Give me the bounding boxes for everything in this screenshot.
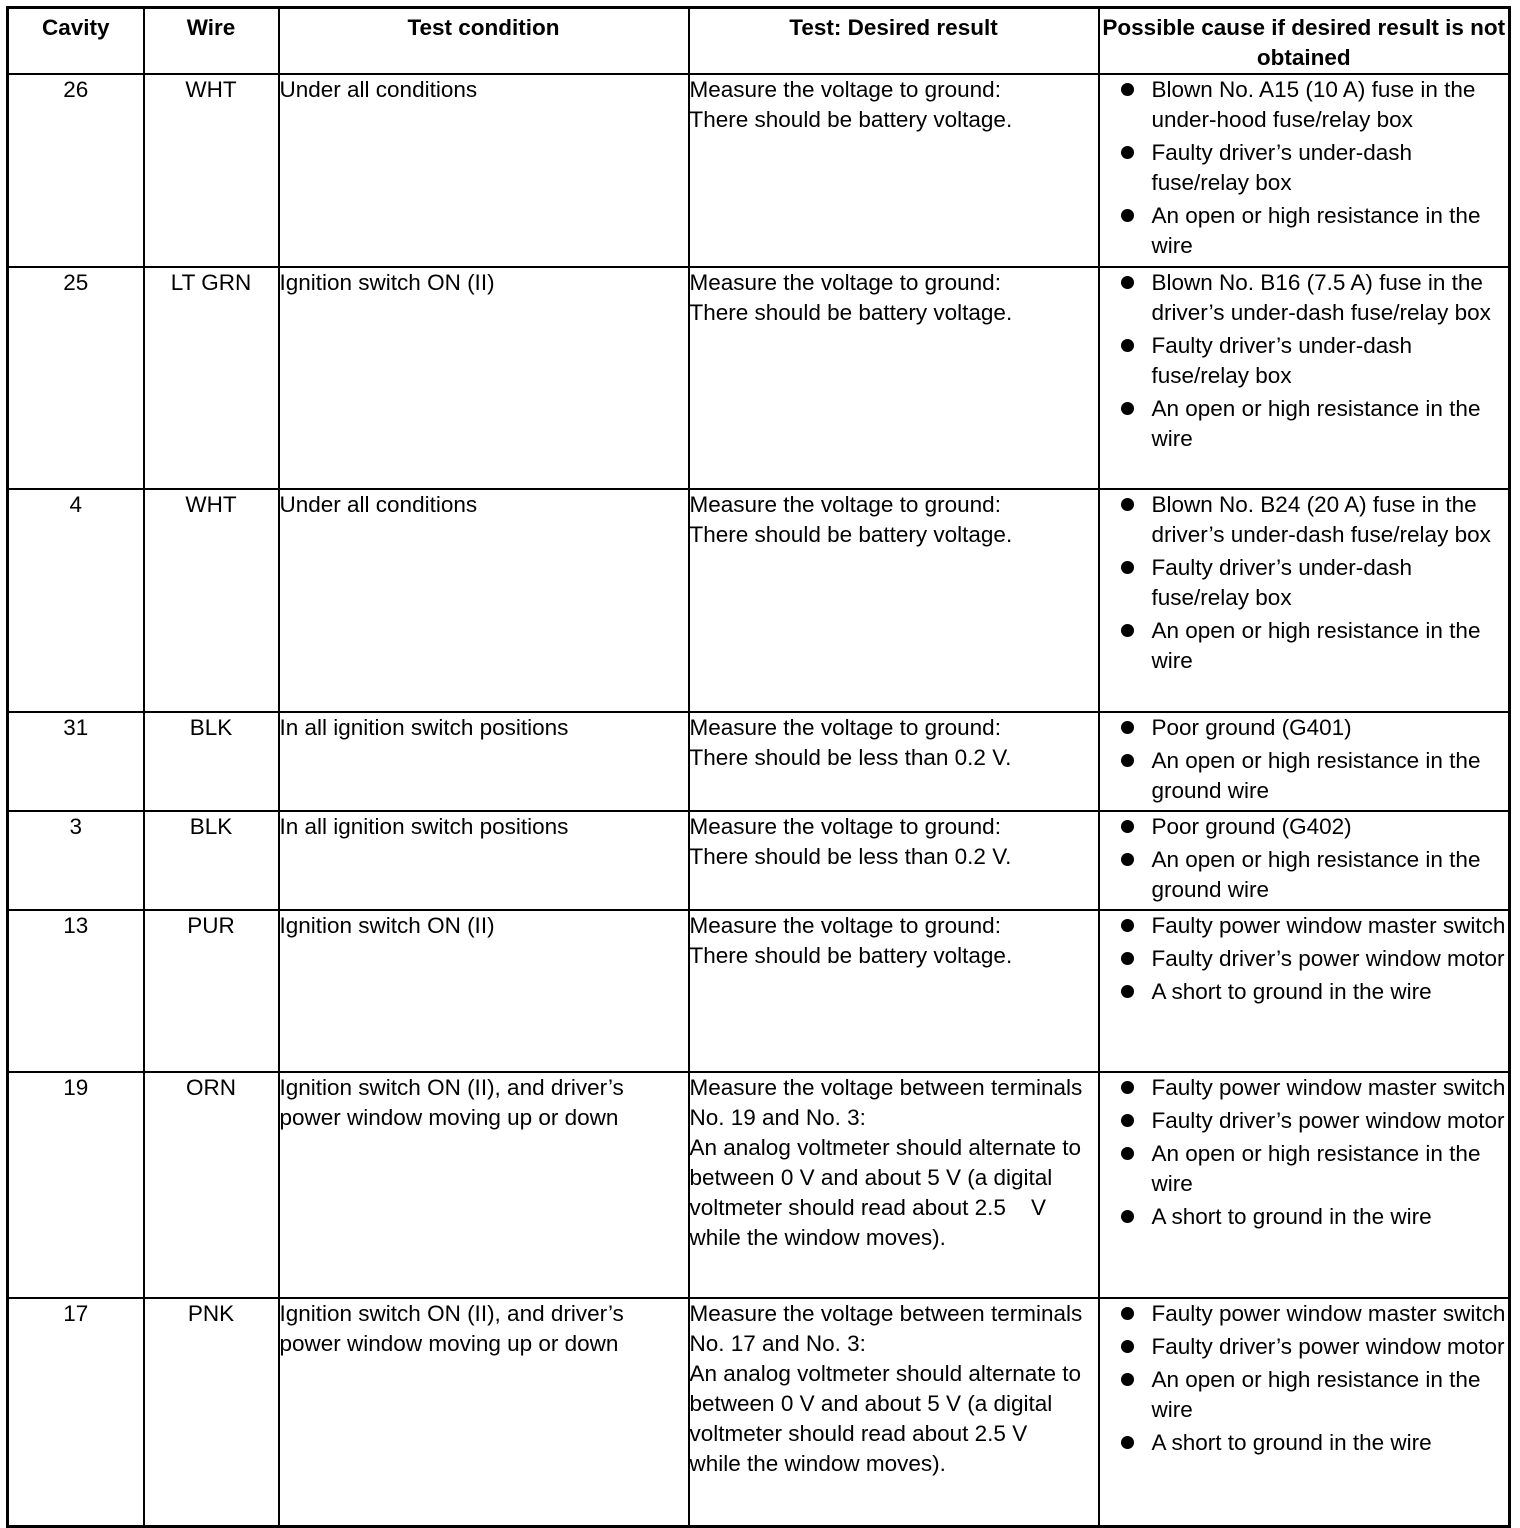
- cause-item: [1100, 1202, 1509, 1232]
- cause-item: [1100, 977, 1509, 1007]
- desired-result-cell: [689, 74, 1099, 267]
- document-page: [6, 6, 1511, 1528]
- cause-item: [1100, 1299, 1509, 1329]
- bullet-icon: [1121, 1373, 1134, 1386]
- bullet-icon: [1121, 209, 1134, 222]
- header-cavity: Cavity: [8, 8, 144, 75]
- table-row: [8, 811, 1510, 910]
- possible-cause-cell: [1099, 811, 1510, 910]
- cause-item: [1100, 268, 1509, 328]
- wire-cell: BLK: [144, 811, 279, 910]
- desired-result-line: There should be battery voltage.: [689, 300, 1013, 325]
- cavity-cell: 4: [8, 489, 144, 712]
- cause-item: [1100, 490, 1509, 550]
- desired-result-line: Measure the voltage between terminals No. 19 and No. 3:: [689, 1075, 1089, 1130]
- header-possible-cause: Possible cause if desired result is not obtained: [1099, 8, 1510, 75]
- cavity-cell: 13: [8, 910, 144, 1072]
- possible-cause-cell: [1099, 910, 1510, 1072]
- wire-cell: LT GRN: [144, 267, 279, 489]
- cavity-cell: 17: [8, 1298, 144, 1526]
- cause-text: An open or high resistance in the wire: [1151, 618, 1481, 673]
- wire-cell: PNK: [144, 1298, 279, 1526]
- bullet-icon: [1121, 1307, 1134, 1320]
- cause-text: Faulty power window master switch: [1151, 1301, 1506, 1326]
- bullet-icon: [1121, 985, 1134, 998]
- bullet-icon: [1121, 146, 1134, 159]
- desired-result-cell: [689, 1072, 1099, 1298]
- desired-result-line: Measure the voltage to ground:: [689, 77, 1001, 102]
- test-condition-cell: Ignition switch ON (II): [279, 910, 689, 1072]
- bullet-icon: [1121, 853, 1134, 866]
- bullet-icon: [1121, 624, 1134, 637]
- cause-text: Faulty driver’s power window motor: [1151, 1334, 1505, 1359]
- wire-cell: ORN: [144, 1072, 279, 1298]
- desired-result-line: There should be less than 0.2 V.: [689, 844, 1012, 869]
- cause-text: An open or high resistance in the wire: [1151, 1141, 1481, 1196]
- desired-result-cell: [689, 811, 1099, 910]
- cause-item: [1100, 1332, 1509, 1362]
- bullet-icon: [1121, 721, 1134, 734]
- cause-text: Faulty driver’s under-dash fuse/relay box: [1151, 140, 1413, 195]
- cause-text: Blown No. A15 (10 A) fuse in the under-hood fuse/relay box: [1151, 77, 1476, 132]
- table-row: [8, 1072, 1510, 1298]
- cause-text: Poor ground (G402): [1151, 814, 1352, 839]
- cause-item: [1100, 553, 1509, 613]
- wire-cell: PUR: [144, 910, 279, 1072]
- test-condition-cell: Ignition switch ON (II), and driver’s power window moving up or down: [279, 1298, 689, 1526]
- bullet-icon: [1121, 1210, 1134, 1223]
- cause-item: [1100, 713, 1509, 743]
- bullet-icon: [1121, 1147, 1134, 1160]
- desired-result-line: Measure the voltage between terminals No. 17 and No. 3:: [689, 1301, 1089, 1356]
- cause-list: [1100, 75, 1509, 261]
- cavity-cell: 3: [8, 811, 144, 910]
- table-row: [8, 267, 1510, 489]
- cause-text: Faulty power window master switch: [1151, 913, 1506, 938]
- desired-result-line: An analog voltmeter should alternate to between 0 V and about 5 V (a digital voltmeter should read about 2.5 V while the window moves).: [689, 1135, 1088, 1250]
- bullet-icon: [1121, 952, 1134, 965]
- desired-result-line: There should be battery voltage.: [689, 522, 1013, 547]
- cause-item: [1100, 812, 1509, 842]
- cause-list: [1100, 490, 1509, 676]
- bullet-icon: [1121, 561, 1134, 574]
- desired-result-cell: [689, 712, 1099, 811]
- terminal-test-table: [6, 6, 1511, 1528]
- cause-text: Blown No. B16 (7.5 A) fuse in the driver’s under-dash fuse/relay box: [1151, 270, 1491, 325]
- cavity-cell: 26: [8, 74, 144, 267]
- cause-text: Faulty power window master switch: [1151, 1075, 1506, 1100]
- cause-text: An open or high resistance in the wire: [1151, 396, 1481, 451]
- bullet-icon: [1121, 1340, 1134, 1353]
- bullet-icon: [1121, 402, 1134, 415]
- bullet-icon: [1121, 83, 1134, 96]
- header-desired-result: Test: Desired result: [689, 8, 1099, 75]
- header-row: [8, 8, 1510, 75]
- test-condition-cell: Ignition switch ON (II): [279, 267, 689, 489]
- cause-item: [1100, 944, 1509, 974]
- desired-result-line: There should be battery voltage.: [689, 107, 1013, 132]
- bullet-icon: [1121, 1081, 1134, 1094]
- cause-list: [1100, 1073, 1509, 1232]
- cause-item: [1100, 1106, 1509, 1136]
- possible-cause-cell: [1099, 712, 1510, 811]
- desired-result-cell: [689, 1298, 1099, 1526]
- table-row: [8, 910, 1510, 1072]
- cause-list: [1100, 1299, 1509, 1458]
- desired-result-line: An analog voltmeter should alternate to between 0 V and about 5 V (a digital voltmeter should read about 2.5 V while the window moves).: [689, 1361, 1088, 1476]
- header-test-condition: Test condition: [279, 8, 689, 75]
- cavity-cell: 31: [8, 712, 144, 811]
- cavity-cell: 19: [8, 1072, 144, 1298]
- bullet-icon: [1121, 1436, 1134, 1449]
- cause-text: An open or high resistance in the ground wire: [1151, 748, 1481, 803]
- cause-item: [1100, 394, 1509, 454]
- wire-cell: WHT: [144, 489, 279, 712]
- possible-cause-cell: [1099, 267, 1510, 489]
- cause-text: An open or high resistance in the wire: [1151, 1367, 1481, 1422]
- table-row: [8, 712, 1510, 811]
- cavity-cell: 25: [8, 267, 144, 489]
- cause-text: Faulty driver’s power window motor: [1151, 1108, 1505, 1133]
- desired-result-cell: [689, 267, 1099, 489]
- desired-result-line: Measure the voltage to ground:: [689, 492, 1001, 517]
- cause-text: An open or high resistance in the wire: [1151, 203, 1481, 258]
- cause-list: [1100, 911, 1509, 1007]
- cause-list: [1100, 268, 1509, 454]
- possible-cause-cell: [1099, 489, 1510, 712]
- bullet-icon: [1121, 498, 1134, 511]
- desired-result-line: Measure the voltage to ground:: [689, 814, 1001, 839]
- cause-text: Faulty driver’s under-dash fuse/relay box: [1151, 555, 1413, 610]
- test-condition-cell: Under all conditions: [279, 489, 689, 712]
- possible-cause-cell: [1099, 1298, 1510, 1526]
- cause-item: [1100, 331, 1509, 391]
- cause-text: A short to ground in the wire: [1151, 1204, 1432, 1229]
- wire-cell: WHT: [144, 74, 279, 267]
- test-condition-cell: In all ignition switch positions: [279, 712, 689, 811]
- cause-text: An open or high resistance in the ground wire: [1151, 847, 1481, 902]
- table-row: [8, 74, 1510, 267]
- cause-item: [1100, 911, 1509, 941]
- cause-text: Faulty driver’s power window motor: [1151, 946, 1505, 971]
- test-condition-cell: Ignition switch ON (II), and driver’s power window moving up or down: [279, 1072, 689, 1298]
- cause-item: [1100, 75, 1509, 135]
- cause-item: [1100, 138, 1509, 198]
- cause-item: [1100, 616, 1509, 676]
- desired-result-line: There should be battery voltage.: [689, 943, 1013, 968]
- desired-result-line: Measure the voltage to ground:: [689, 270, 1001, 295]
- cause-list: [1100, 812, 1509, 905]
- possible-cause-cell: [1099, 74, 1510, 267]
- desired-result-line: There should be less than 0.2 V.: [689, 745, 1012, 770]
- cause-text: Faulty driver’s under-dash fuse/relay box: [1151, 333, 1413, 388]
- table-body: [8, 74, 1510, 1526]
- cause-list: [1100, 713, 1509, 806]
- bullet-icon: [1121, 919, 1134, 932]
- cause-item: [1100, 1139, 1509, 1199]
- bullet-icon: [1121, 339, 1134, 352]
- desired-result-line: Measure the voltage to ground:: [689, 913, 1001, 938]
- bullet-icon: [1121, 820, 1134, 833]
- possible-cause-cell: [1099, 1072, 1510, 1298]
- cause-item: [1100, 746, 1509, 806]
- test-condition-cell: In all ignition switch positions: [279, 811, 689, 910]
- table-row: [8, 489, 1510, 712]
- test-condition-cell: Under all conditions: [279, 74, 689, 267]
- cause-item: [1100, 845, 1509, 905]
- wire-cell: BLK: [144, 712, 279, 811]
- cause-text: A short to ground in the wire: [1151, 1430, 1432, 1455]
- cause-text: A short to ground in the wire: [1151, 979, 1432, 1004]
- cause-item: [1100, 201, 1509, 261]
- header-wire: Wire: [144, 8, 279, 75]
- desired-result-line: Measure the voltage to ground:: [689, 715, 1001, 740]
- cause-text: Blown No. B24 (20 A) fuse in the driver’s under-dash fuse/relay box: [1151, 492, 1491, 547]
- desired-result-cell: [689, 489, 1099, 712]
- desired-result-cell: [689, 910, 1099, 1072]
- bullet-icon: [1121, 754, 1134, 767]
- bullet-icon: [1121, 1114, 1134, 1127]
- cause-item: [1100, 1365, 1509, 1425]
- bullet-icon: [1121, 276, 1134, 289]
- cause-item: [1100, 1428, 1509, 1458]
- cause-item: [1100, 1073, 1509, 1103]
- table-row: [8, 1298, 1510, 1526]
- cause-text: Poor ground (G401): [1151, 715, 1352, 740]
